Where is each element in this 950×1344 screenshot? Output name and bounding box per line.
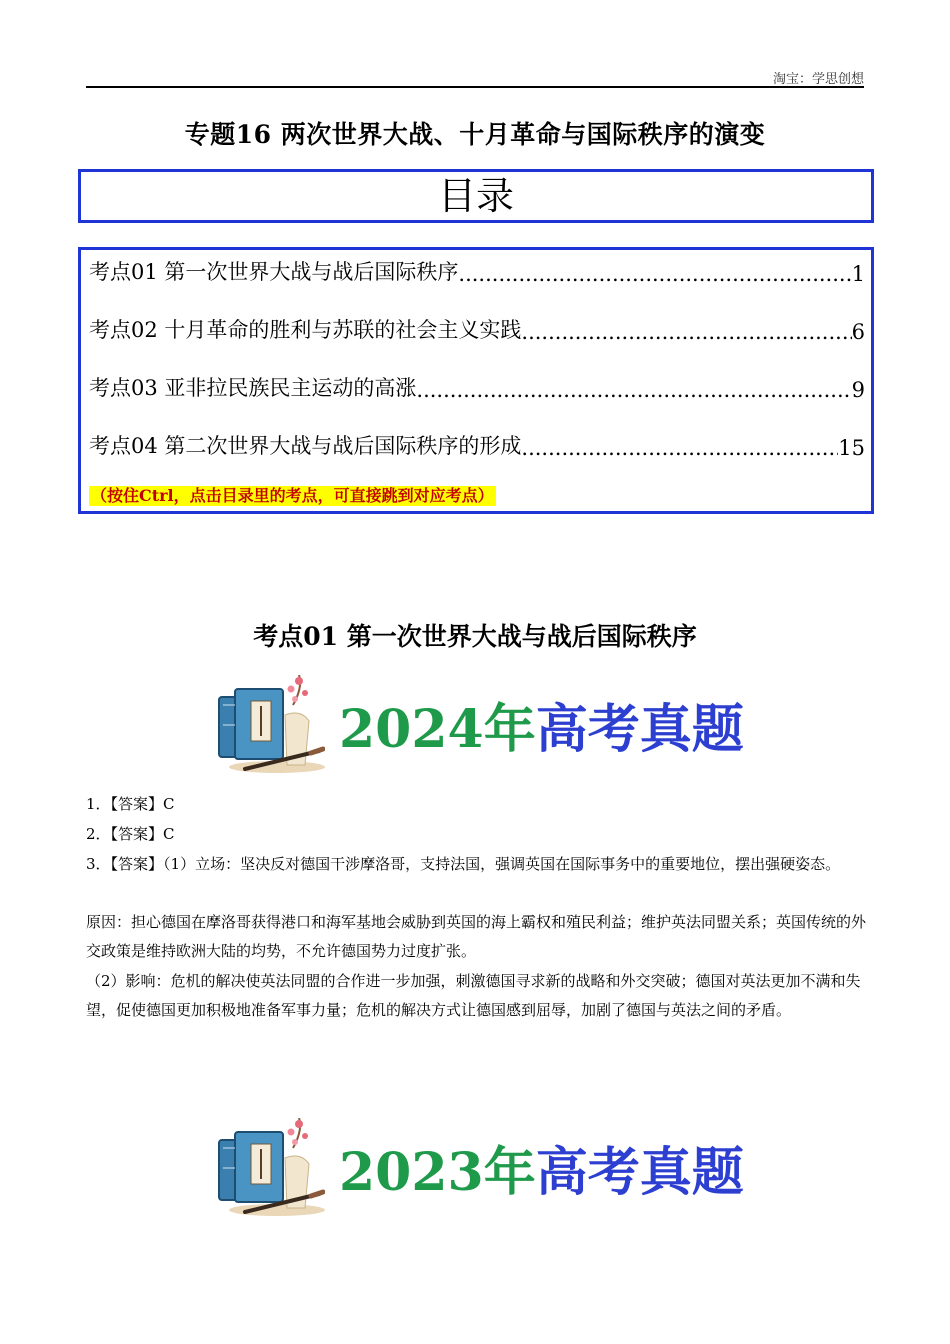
banner-text bbox=[339, 687, 744, 762]
toc-box bbox=[78, 247, 874, 514]
banner-year: 2023年 bbox=[339, 1142, 536, 1203]
toc-link-03[interactable] bbox=[89, 372, 865, 402]
toc-link-04[interactable] bbox=[89, 430, 865, 460]
answer-3-part2: （2）影响：危机的解决使英法同盟的合作进一步加强，刺激德国寻求新的战略和外交突破；德国对英法更加不满和失望，促使德国更加积极地准备军事力量；危机的解决方式让德国感到屈辱，加剧了德国与英法之间的矛盾。 bbox=[86, 972, 861, 1019]
toc-link-02[interactable] bbox=[89, 314, 865, 344]
answer-1: 1．【答案】C bbox=[86, 795, 175, 813]
banner-keyword: 高考真题 bbox=[535, 700, 744, 760]
toc-label: 考点01 第一次世界大战与战后国际秩序 bbox=[89, 260, 459, 284]
books-icon bbox=[215, 675, 325, 775]
answer-2: 2．【答案】C bbox=[86, 825, 175, 843]
banner-year: 2024年 bbox=[339, 699, 536, 760]
section-title: 考点01 第一次世界大战与战后国际秩序 bbox=[253, 622, 697, 651]
doc-title: 专题16 两次世界大战、十月革命与国际秩序的演变 bbox=[184, 120, 766, 149]
toc-leader bbox=[521, 320, 851, 344]
answer-3-part1: （1）立场：坚决反对德国干涉摩洛哥，支持法国，强调英国在国际事务中的重要地位，摆出强硬姿态。 bbox=[163, 855, 841, 873]
banner-text bbox=[339, 1130, 744, 1205]
answer-3-lead: 3．【答案】 bbox=[86, 855, 164, 873]
toc-label: 考点04 第二次世界大战与战后国际秩序的形成 bbox=[89, 434, 522, 458]
header-text: 淘宝：学思创想 bbox=[772, 72, 864, 87]
toc-heading: 目录 bbox=[78, 169, 874, 223]
toc-leader bbox=[416, 378, 851, 402]
books-icon bbox=[215, 1118, 325, 1218]
toc-label: 考点03 亚非拉民族民主运动的高涨 bbox=[89, 376, 417, 400]
toc-hint: （按住Ctrl，点击目录里的考点，可直接跳到对应考点） bbox=[91, 486, 494, 505]
toc-page: 15 bbox=[838, 436, 865, 460]
toc-page: 6 bbox=[851, 320, 865, 344]
banner-2024 bbox=[215, 675, 744, 775]
toc-link-01[interactable] bbox=[89, 256, 865, 286]
answer-3 bbox=[86, 850, 866, 879]
toc-page: 1 bbox=[851, 262, 865, 286]
toc-page: 9 bbox=[851, 378, 865, 402]
answer-3-reason: 原因：担心德国在摩洛哥获得港口和海军基地会威胁到英国的海上霸权和殖民利益；维护英法同盟关系；英国传统的外交政策是维持欧洲大陆的均势，不允许德国势力过度扩张。 bbox=[86, 913, 867, 960]
banner-2023 bbox=[215, 1118, 744, 1218]
toc-label: 考点02 十月革命的胜利与苏联的社会主义实践 bbox=[89, 318, 522, 342]
toc-leader bbox=[521, 436, 838, 460]
toc-leader bbox=[458, 262, 851, 286]
banner-keyword: 高考真题 bbox=[535, 1143, 744, 1203]
header-rule bbox=[86, 86, 864, 88]
